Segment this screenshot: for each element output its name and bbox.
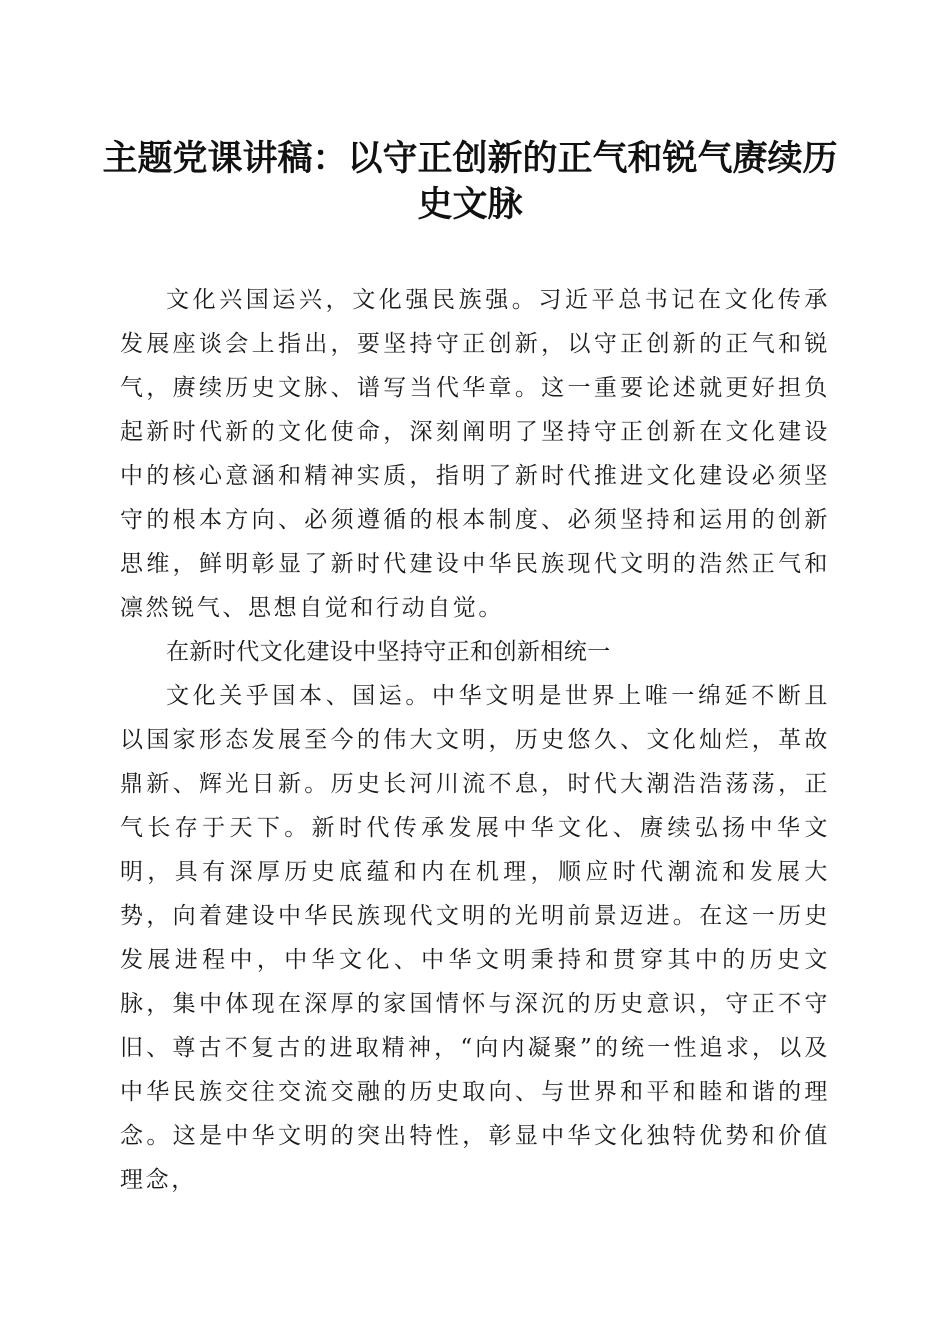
section-heading: 在新时代文化建设中坚持守正和创新相统一: [166, 639, 611, 665]
document-title: 主题党课讲稿：以守正创新的正气和锐气赓续历史文脉: [102, 138, 838, 225]
paragraph-culture: 文化关乎国本、国运。中华文明是世界上唯一绵延不断且以国家形态发展至今的伟大文明，历史悠久、文化灿烂，革故鼎新、辉光日新。历史长河川流不息，时代大潮浩浩荡荡，正气长存于天下。新时代传承发展中华文化、赓续弘扬中华文明，具有深厚历史底蕴和内在机理，顺应时代潮流和发展大势，向着建设中华民族现代文明的光明前景迈进。在这一历史发展进程中，中华文化、中华文明秉持和贯穿其中的历史文脉，集中体现在深厚的家国情怀与深沉的历史意识，守正不守旧、尊古不复古的进取精神，“向内凝聚”的统一性追求，以及中华民族交往交流交融的历史取向、与世界和平和睦和谐的理念。这是中华文明的突出特性，彰显中华文化独特优势和价值理念，: [120, 683, 830, 1193]
document-body: [120, 278, 830, 1202]
paragraph-intro: 文化兴国运兴，文化强民族强。习近平总书记在文化传承发展座谈会上指出，要坚持守正创新，以守正创新的正气和锐气，赓续历史文脉、谱写当代华章。这一重要论述就更好担负起新时代新的文化使命，深刻阐明了坚持守正创新在文化建设中的核心意涵和精神实质，指明了新时代推进文化建设必须坚守的根本方向、必须遵循的根本制度、必须坚持和运用的创新思维，鲜明彰显了新时代建设中华民族现代文明的浩然正气和凛然锐气、思想自觉和行动自觉。: [120, 287, 830, 621]
